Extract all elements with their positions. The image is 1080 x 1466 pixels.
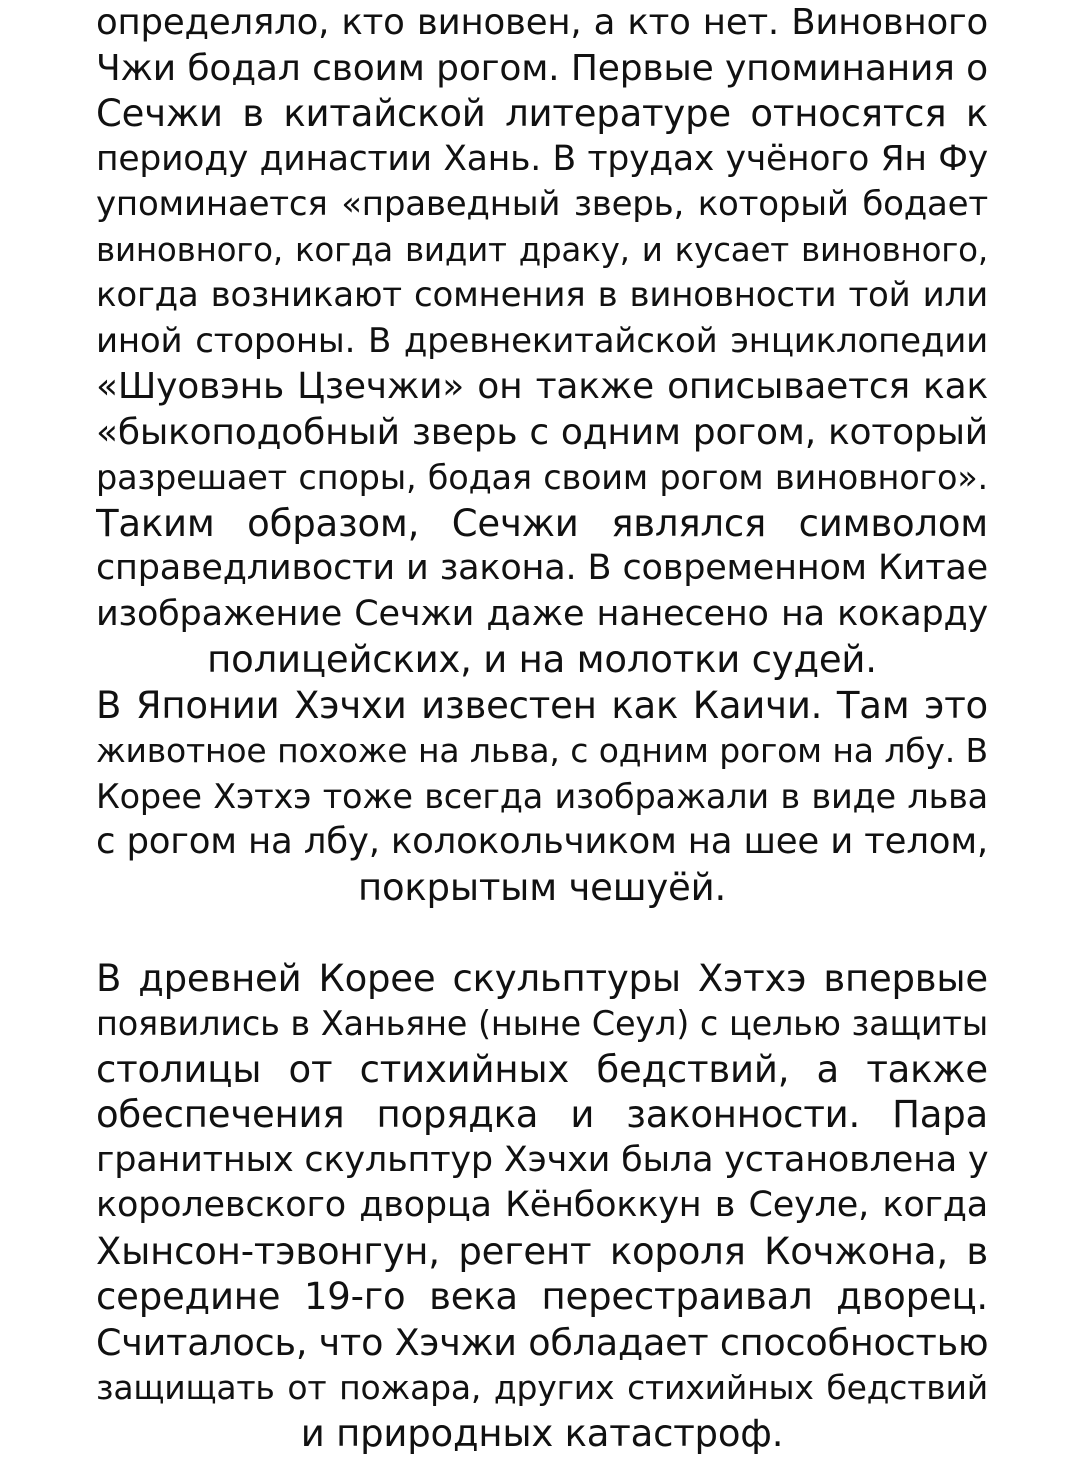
- text-line: Считалось, что Хэчжи обладает способностью: [96, 1320, 988, 1364]
- text-line: гранитных скульптур Хэчхи была установлена у: [96, 1139, 988, 1180]
- text-line: столицы от стихийных бедствий, а также: [96, 1047, 988, 1091]
- text-line: В Японии Хэчхи известен как Каичи. Там это: [96, 683, 988, 727]
- text-line: с рогом на лбу, колокольчиком на шее и телом,: [96, 821, 988, 862]
- text-line: защищать от пожара, других стихийных бедствий: [96, 1368, 988, 1407]
- text-line: появились в Ханьяне (ныне Сеул) с целью защиты: [96, 1004, 988, 1043]
- paragraph-2: [96, 683, 988, 911]
- text-line: справедливости и закона. В современном Китае: [96, 548, 988, 588]
- text-line: изображение Сечжи даже нанесено на кокарду: [96, 593, 988, 634]
- text-line-last: и природных катастроф.: [300, 1411, 784, 1455]
- text-line: упоминается «праведный зверь, который бодает: [96, 184, 988, 224]
- text-line: периоду династии Хань. В трудах учёного Ян Фу: [96, 138, 988, 179]
- text-line: обеспечения порядка и законности. Пара: [96, 1093, 988, 1136]
- text-line: Сечжи в китайской литературе относятся к: [96, 92, 988, 135]
- paragraph-1: [96, 0, 988, 683]
- text-line: определяло, кто виновен, а кто нет. Виновного: [96, 2, 988, 43]
- text-line: виновного, когда видит драку, и кусает виновного,: [96, 230, 988, 269]
- text-line: середине 19-го века перестраивал дворец.: [96, 1275, 988, 1318]
- text-line: иной стороны. В древнекитайской энциклопедии: [96, 320, 988, 361]
- paragraph-3: [96, 956, 988, 1457]
- text-line-last: покрытым чешуёй.: [357, 865, 727, 909]
- text-line: Чжи бодал своим рогом. Первые упоминания о: [96, 47, 988, 89]
- text-line: В древней Корее скульптуры Хэтхэ впервые: [96, 956, 988, 1000]
- text-line: Таким образом, Сечжи являлся символом: [96, 501, 988, 545]
- text-line: разрешает споры, бодая своим рогом виновного».: [96, 458, 988, 497]
- text-line: Корее Хэтхэ тоже всегда изображали в виде льва: [96, 776, 988, 816]
- text-line: «Шуовэнь Цзечжи» он также описывается как: [96, 366, 988, 407]
- text-line: животное похоже на льва, с одним рогом на лбу. В: [96, 731, 988, 770]
- text-line: когда возникают сомнения в виновности той или: [96, 275, 988, 315]
- text-line: королевского дворца Кёнбоккун в Сеуле, когда: [96, 1185, 988, 1225]
- paragraph-spacer: [96, 910, 988, 956]
- text-line: «быкоподобный зверь с одним рогом, который: [96, 411, 988, 453]
- text-line-last: полицейских, и на молотки судей.: [207, 638, 877, 681]
- document-page: [96, 0, 988, 1456]
- text-line: Хынсон-тэвонгун, регент короля Кочжона, в: [96, 1229, 988, 1273]
